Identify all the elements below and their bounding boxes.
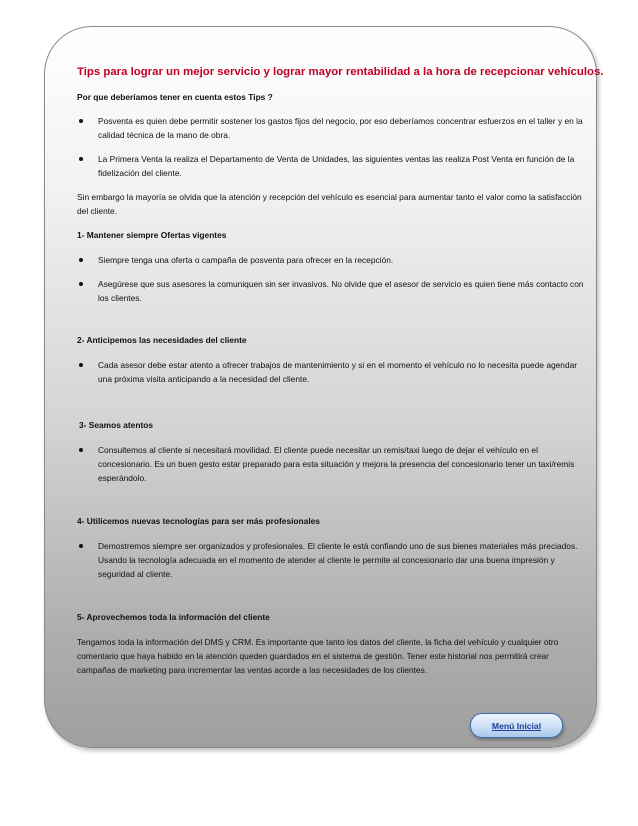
list-item-text: Siempre tenga una oferta o campaña de posventa para ofrecer en la recepción. (98, 255, 394, 265)
list-item (77, 277, 587, 305)
section-heading: 2- Anticipemos las necesidades del cliente (77, 335, 247, 345)
bullet-icon (79, 282, 83, 286)
section-bullet-list (77, 253, 587, 305)
section-paragraph: Tengamos toda la información del DMS y CRM. Es importante que tanto los datos del cliente, la ficha del vehículo y cualquier otro comentario que haya habido en la atención queden guardados en el sistema de gestión. Tener este historial nos permitirá crear campañas de marketing para incrementar las ventas acorde a las necesidades de los clientes. (77, 637, 559, 675)
list-item (77, 358, 587, 386)
bullet-icon (79, 119, 83, 123)
bullet-icon (79, 363, 83, 367)
list-item (77, 114, 587, 142)
section-bullet-list (77, 539, 587, 581)
list-item-text: La Primera Venta la realiza el Departamento de Venta de Unidades, las siguientes ventas las realiza Post Venta en función de la fidelización del cliente. (98, 154, 575, 178)
intro-paragraph: Sin embargo la mayoría se olvida que la atención y recepción del vehículo es esencial para aumentar tanto el valor como la satisfacción del cliente. (77, 192, 582, 216)
list-item (77, 443, 587, 485)
section-heading: 1- Mantener siempre Ofertas vigentes (77, 230, 227, 240)
list-item (77, 539, 587, 581)
section-bullet-list (77, 358, 587, 386)
list-item (77, 253, 587, 267)
menu-inicial-button[interactable] (470, 713, 563, 738)
section-heading: 4- Utilicemos nuevas tecnologías para ser más profesionales (77, 516, 320, 526)
intro-bullet-list (77, 114, 587, 180)
page-title: Tips para lograr un mejor servicio y lograr mayor rentabilidad a la hora de recepcionar vehículos. (77, 66, 604, 78)
document-content (77, 64, 604, 677)
bullet-icon (79, 157, 83, 161)
list-item-text: Cada asesor debe estar atento a ofrecer trabajos de mantenimiento y si en el momento el vehículo no lo necesita puede agendar una próxima visita anticipando a la necesidad del cliente. (98, 360, 578, 384)
bullet-icon (79, 544, 83, 548)
bullet-icon (79, 258, 83, 262)
bullet-icon (79, 448, 83, 452)
list-item-text: Asegúrese que sus asesores la comuniquen sin ser invasivos. No olvide que el asesor de servicio es quien tiene más contacto con los clientes. (98, 279, 584, 303)
section-bullet-list (77, 443, 587, 485)
list-item-text: Demostremos siempre ser organizados y profesionales. El cliente le está confiando uno de sus bienes materiales más preciados. Usando la tecnología adecuada en el momento de atender al cliente le permite al concesionario dar una buena impresión y seguridad al cliente. (98, 541, 578, 579)
section-heading: 5- Aprovechemos toda la información del cliente (77, 612, 270, 622)
section-heading: 3- Seamos atentos (79, 420, 154, 430)
list-item (77, 152, 587, 180)
menu-inicial-label[interactable]: Menú Inicial (491, 720, 542, 731)
intro-question: Por que deberíamos tener en cuenta estos Tips ? (77, 92, 273, 102)
list-item-text: Posventa es quien debe permitir sostener los gastos fijos del negocio, por eso deberíamos concentrar esfuerzos en el taller y en la calidad técnica de la mano de obra. (98, 116, 583, 140)
list-item-text: Consultemos al cliente si necesitará movilidad. El cliente puede necesitar un remis/taxi luego de dejar el vehículo en el concesionario. Es un buen gesto estar preparado para esta situación y mejora la presencia del concesionario tener un taxi/remis esperándolo. (98, 445, 575, 483)
